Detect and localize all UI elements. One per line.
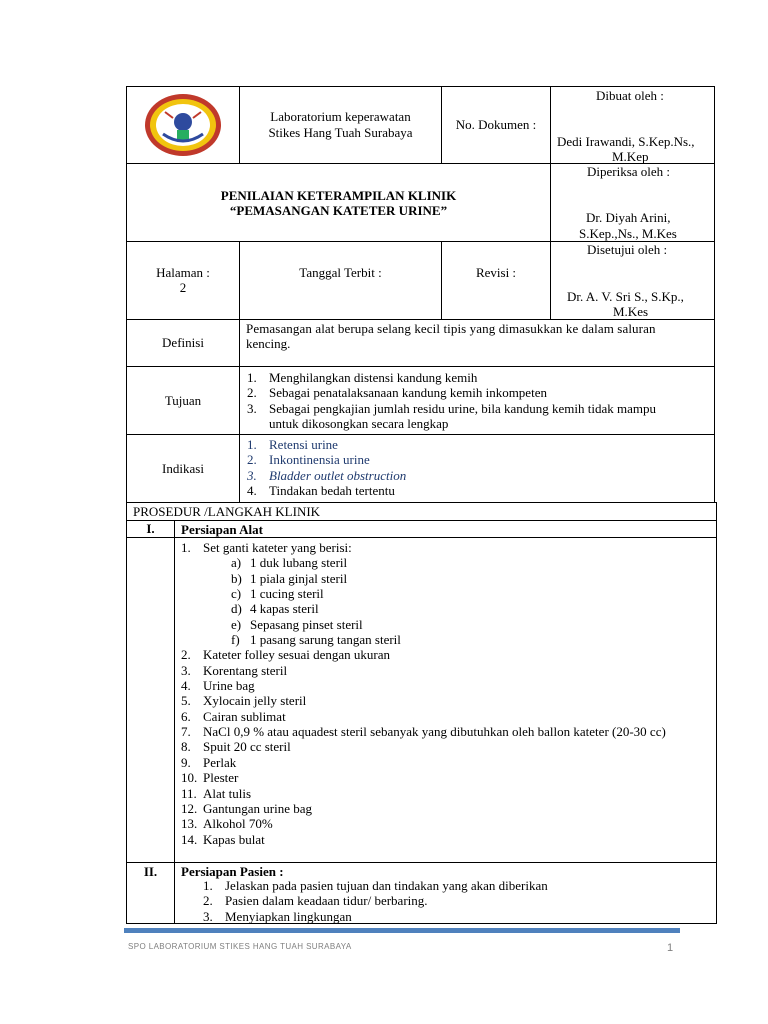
institution-logo	[143, 92, 223, 158]
page-label: Halaman :	[156, 265, 210, 280]
doc-no-label: No. Dokumen :	[455, 117, 537, 132]
list-item: untuk dikosongkan secara lengkap	[269, 416, 449, 432]
approved-by-name2: M.Kes	[613, 304, 649, 319]
revision-cell	[441, 241, 551, 320]
lab-name-line1: Laboratorium keperawatan	[270, 109, 411, 124]
sub-list-item: a) 1 duk lubang steril	[231, 555, 348, 571]
list-item: 4. Urine bag	[181, 678, 255, 694]
equipment-list	[181, 540, 666, 847]
section2-number: II.	[143, 864, 158, 879]
definisi-content-cell	[239, 319, 715, 367]
section2-content-cell	[174, 862, 717, 924]
revision-label: Revisi :	[475, 265, 517, 280]
list-item: 9. Perlak	[181, 754, 237, 770]
section1-title: Persiapan Alat	[181, 522, 263, 537]
list-item: 1. Set ganti kateter yang berisi:	[181, 540, 352, 555]
title-cell	[126, 163, 551, 242]
list-item: 14. Kapas bulat	[181, 831, 265, 847]
list-item: 7. NaCl 0,9 % atau aquadest steril sebanyak yang dibutuhkan oleh ballon kateter (20-30 cc)	[181, 724, 666, 740]
tujuan-label-cell	[126, 366, 240, 435]
section2-title: Persiapan Pasien :	[181, 864, 284, 879]
approved-by-name1: Dr. A. V. Sri S., S.Kp.,	[567, 289, 684, 304]
prosedur-heading: PROSEDUR /LANGKAH KLINIK	[133, 504, 321, 519]
list-item: 2. Kateter folley sesuai dengan ukuran	[181, 647, 390, 663]
date-label: Tanggal Terbit :	[299, 265, 382, 280]
footer-text: SPO LABORATORIUM STIKES HANG TUAH SURABAYA	[128, 942, 352, 951]
checked-by-name1: Dr. Diyah Arini,	[586, 210, 671, 225]
made-by-name1: Dedi Irawandi, S.Kep.Ns.,	[557, 134, 695, 149]
section1-number-cell	[126, 520, 175, 538]
list-item: 6. Cairan sublimat	[181, 708, 286, 724]
indikasi-content-cell	[239, 434, 715, 503]
list-item: 11. Alat tulis	[181, 785, 252, 801]
list-item: 13. Alkohol 70%	[181, 816, 273, 832]
definisi-label: Definisi	[162, 335, 204, 350]
checked-by-cell	[550, 163, 715, 242]
tujuan-content-cell	[239, 366, 715, 435]
sub-list-item: e) Sepasang pinset steril	[231, 616, 363, 632]
indikasi-label: Indikasi	[162, 460, 204, 476]
indikasi-label-cell	[126, 434, 240, 503]
page-cell	[126, 241, 240, 320]
indikasi-list	[247, 437, 406, 498]
document-title-line2: “PEMASANGAN KATETER URINE”	[229, 203, 448, 218]
section1-spacer-cell	[126, 537, 175, 863]
sub-list-item: b) 1 piala ginjal steril	[231, 570, 348, 586]
section2-number-cell	[126, 862, 175, 924]
definisi-line1: Pemasangan alat berupa selang kecil tipis yang dimasukkan ke dalam saluran	[246, 321, 656, 336]
list-item: 3. Menyiapkan lingkungan	[203, 908, 352, 924]
lab-name-line2: Stikes Hang Tuah Surabaya	[268, 125, 413, 140]
sub-list-item: c) 1 cucing steril	[231, 586, 324, 602]
page-value: 2	[179, 280, 187, 295]
definisi-line2: kencing.	[246, 336, 291, 351]
made-by-cell	[550, 86, 715, 164]
tujuan-label: Tujuan	[164, 392, 202, 408]
section1-number: I.	[146, 521, 155, 536]
list-item: 3. Korentang steril	[181, 662, 288, 678]
patient-prep-list	[203, 878, 548, 924]
section1-content-cell	[174, 537, 717, 863]
approved-by-label: Disetujui oleh :	[587, 242, 668, 257]
tujuan-list	[247, 370, 656, 431]
document-title-line1: PENILAIAN KETERAMPILAN KLINIK	[220, 188, 457, 203]
approved-by-cell	[550, 241, 715, 320]
list-item: 1. Menghilangkan distensi kandung kemih	[247, 370, 478, 385]
footer-page-number: 1	[667, 942, 674, 954]
doc-no-cell	[441, 86, 551, 164]
list-item: 3. Bladder outlet obstruction	[247, 467, 407, 483]
section1-title-cell	[174, 520, 717, 538]
list-item: 12. Gantungan urine bag	[181, 800, 313, 816]
list-item: 2. Pasien dalam keadaan tidur/ berbaring.	[203, 893, 428, 909]
date-cell	[239, 241, 442, 320]
list-item: 10. Plester	[181, 770, 239, 786]
sub-list-item: f) 1 pasang sarung tangan steril	[231, 632, 401, 648]
list-item: 8. Spuit 20 cc steril	[181, 739, 291, 755]
list-item: 2. Inkontinensia urine	[247, 452, 370, 468]
checked-by-label: Diperiksa oleh :	[587, 164, 671, 179]
list-item: 1. Retensi urine	[247, 437, 338, 452]
list-item: 5. Xylocain jelly steril	[181, 693, 307, 709]
list-item: 3. Sebagai pengkajian jumlah residu urine, bila kandung kemih tidak mampu	[247, 400, 657, 416]
list-item: 4. Tindakan bedah tertentu	[247, 483, 395, 499]
prosedur-heading-cell	[126, 502, 717, 521]
definisi-label-cell	[126, 319, 240, 367]
list-item: 1. Jelaskan pada pasien tujuan dan tindakan yang akan diberikan	[203, 878, 548, 893]
logo-cell	[126, 86, 240, 164]
checked-by-name2: S.Kep.,Ns., M.Kes	[579, 226, 677, 241]
list-item: 2. Sebagai penatalaksanaan kandung kemih inkompeten	[247, 385, 547, 401]
sub-list-item: d) 4 kapas steril	[231, 601, 319, 617]
lab-name-cell	[239, 86, 442, 164]
made-by-name2: M.Kep	[612, 149, 649, 164]
made-by-label: Dibuat oleh :	[596, 88, 664, 103]
footer-bar	[124, 928, 680, 933]
